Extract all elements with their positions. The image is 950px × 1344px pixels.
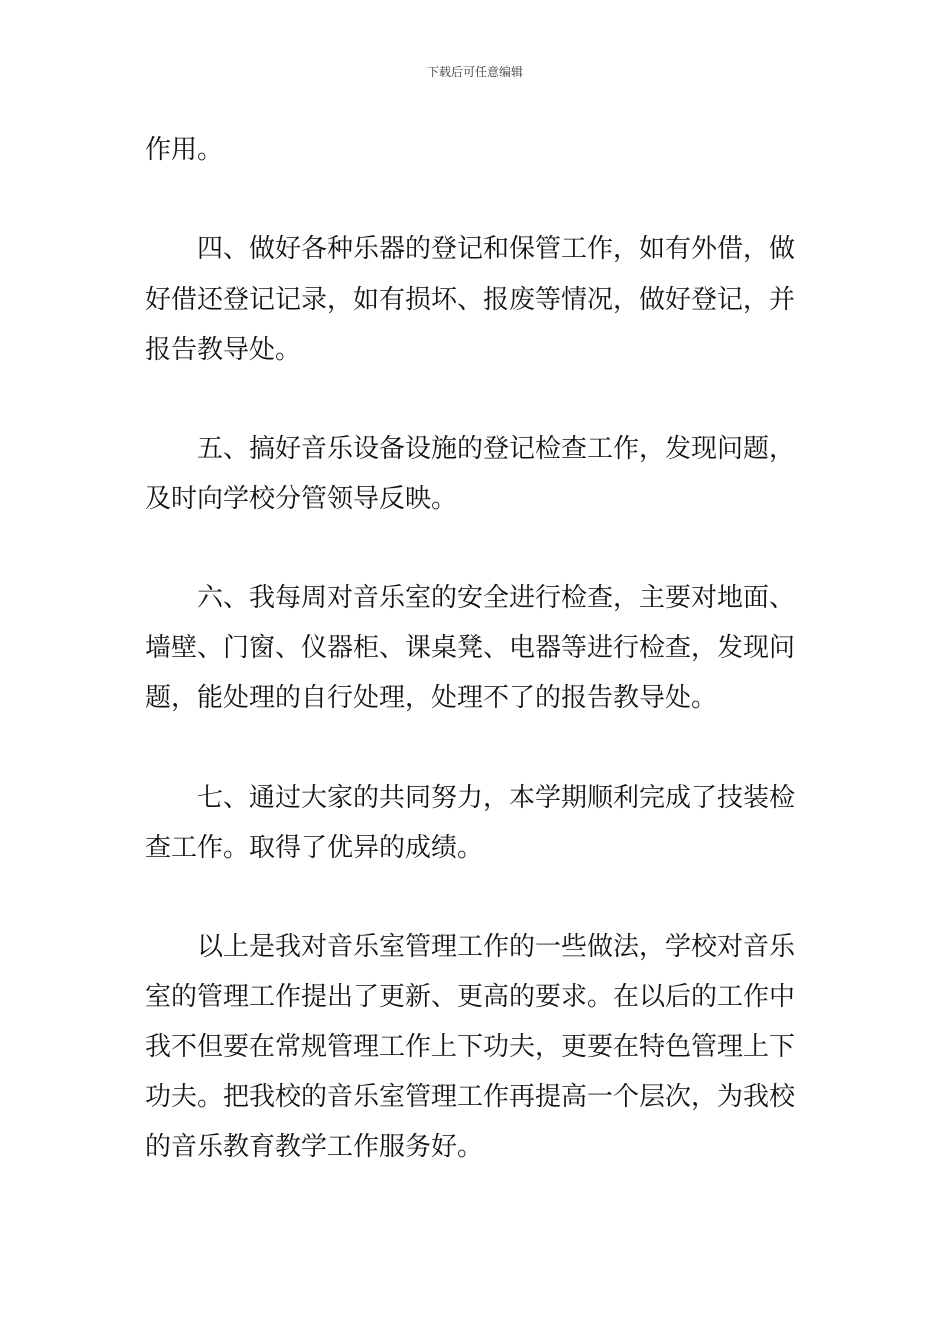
text-line: 功夫。把我校的音乐室管理工作再提高一个层次，为我校 (145, 1082, 796, 1112)
text-line: 室的管理工作提出了更新、更高的要求。在以后的工作中 (145, 982, 796, 1012)
text-line: 作用。 (145, 135, 224, 165)
text-line: 墙壁、门窗、仪器柜、课桌凳、电器等进行检查，发现问 (145, 633, 796, 663)
text-line: 我不但要在常规管理工作上下功夫，更要在特色管理上下 (145, 1032, 796, 1062)
text-line: 题，能处理的自行处理，处理不了的报告教导处。 (145, 683, 718, 713)
text-line: 六、我每周对音乐室的安全进行检查，主要对地面、 (145, 583, 796, 613)
text-line: 四、做好各种乐器的登记和保管工作，如有外借，做 (145, 234, 796, 264)
text-line: 好借还登记记录，如有损坏、报废等情况，做好登记，并 (145, 285, 796, 315)
text-line: 五、搞好音乐设备设施的登记检查工作，发现问题， (145, 434, 796, 464)
page-header: 下载后可任意编辑 (426, 65, 523, 79)
text-line: 以上是我对音乐室管理工作的一些做法，学校对音乐 (145, 932, 796, 962)
text-line: 报告教导处。 (145, 335, 302, 365)
text-line: 及时向学校分管领导反映。 (145, 484, 458, 514)
text-line: 七、通过大家的共同努力，本学期顺利完成了技装检 (145, 783, 796, 813)
text-line: 的音乐教育教学工作服务好。 (145, 1132, 484, 1162)
text-line: 查工作。取得了优异的成绩。 (145, 833, 484, 863)
